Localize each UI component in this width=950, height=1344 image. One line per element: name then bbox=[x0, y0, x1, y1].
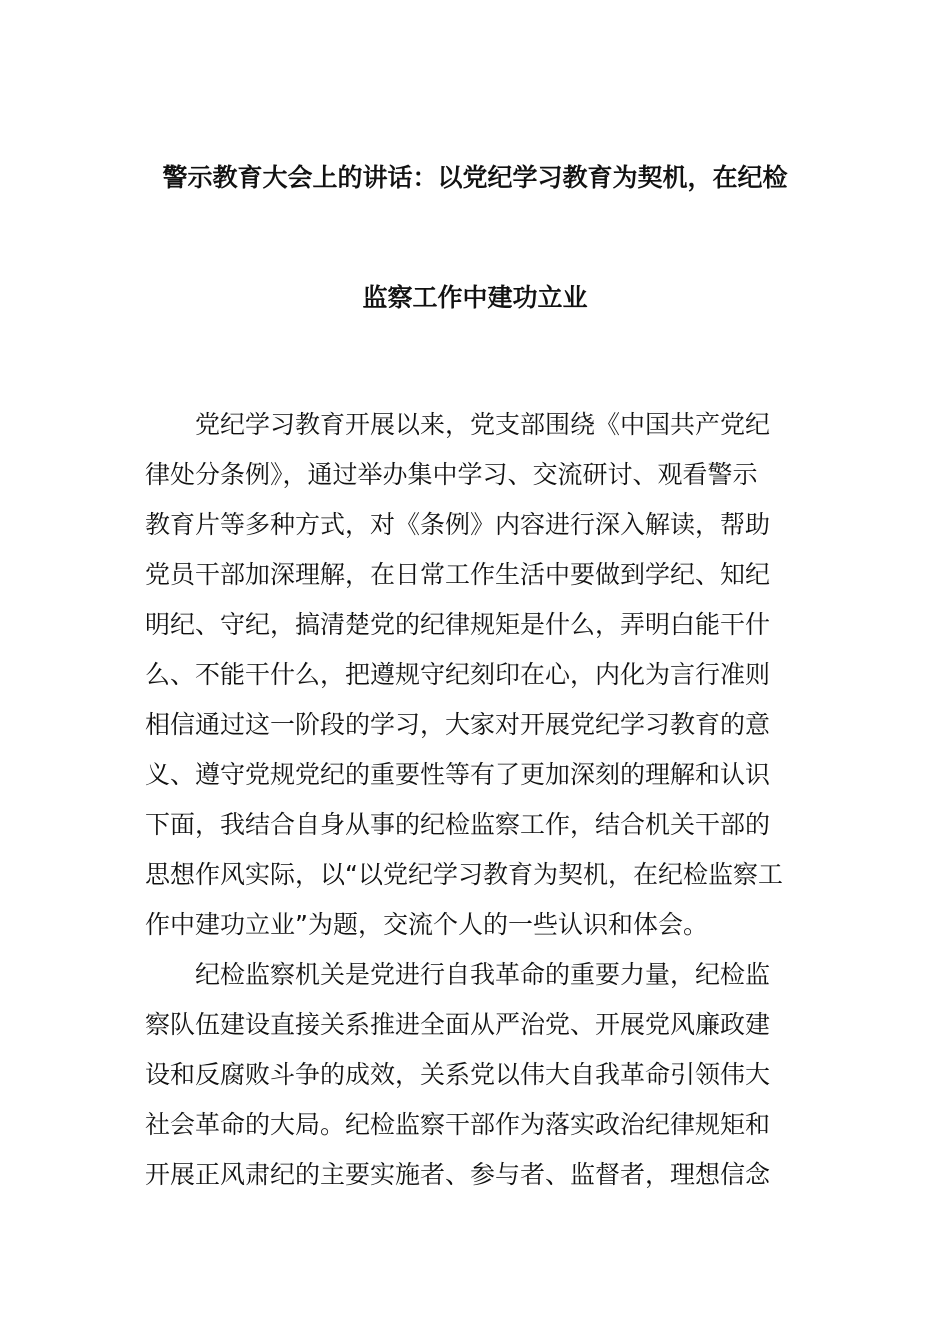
document-title-line-2: 监察工作中建功立业 bbox=[362, 283, 588, 312]
paragraph-line: 察队伍建设直接关系推进全面从严治党、开展党风廉政建 bbox=[145, 1010, 771, 1039]
document-title-line-1: 警示教育大会上的讲话：以党纪学习教育为契机，在纪检 bbox=[162, 163, 788, 192]
paragraph-line: 思想作风实际，以“以党纪学习教育为契机，在纪检监察工 bbox=[145, 860, 783, 889]
document-body bbox=[145, 400, 807, 1200]
paragraph-line: 下面，我结合自身从事的纪检监察工作，结合机关干部的 bbox=[145, 810, 771, 839]
paragraph-2 bbox=[145, 950, 807, 1200]
paragraph-line: 社会革命的大局。纪检监察干部作为落实政治纪律规矩和 bbox=[145, 1110, 771, 1139]
paragraph-line: 明纪、守纪，搞清楚党的纪律规矩是什么，弄明白能干什 bbox=[145, 610, 771, 639]
paragraph-1 bbox=[145, 400, 807, 950]
paragraph-line: 教育片等多种方式，对《条例》内容进行深入解读，帮助 bbox=[145, 510, 771, 539]
paragraph-line: 党纪学习教育开展以来，党支部围绕《中国共产党纪 bbox=[195, 410, 771, 439]
paragraph-line: 律处分条例》，通过举办集中学习、交流研讨、观看警示 bbox=[145, 460, 758, 489]
paragraph-line: 么、不能干什么，把遵规守纪刻印在心，内化为言行准则 bbox=[145, 660, 771, 689]
paragraph-line: 作中建功立业”为题，交流个人的一些认识和体会。 bbox=[145, 910, 708, 939]
paragraph-line: 相信通过这一阶段的学习，大家对开展党纪学习教育的意 bbox=[145, 710, 771, 739]
paragraph-line: 纪检监察机关是党进行自我革命的重要力量，纪检监 bbox=[195, 960, 771, 989]
paragraph-line: 党员干部加深理解，在日常工作生活中要做到学纪、知纪 bbox=[145, 560, 771, 589]
paragraph-line: 义、遵守党规党纪的重要性等有了更加深刻的理解和认识 bbox=[145, 760, 771, 789]
paragraph-line: 设和反腐败斗争的成效，关系党以伟大自我革命引领伟大 bbox=[145, 1060, 771, 1089]
paragraph-line: 开展正风肃纪的主要实施者、参与者、监督者，理想信念 bbox=[145, 1160, 771, 1189]
